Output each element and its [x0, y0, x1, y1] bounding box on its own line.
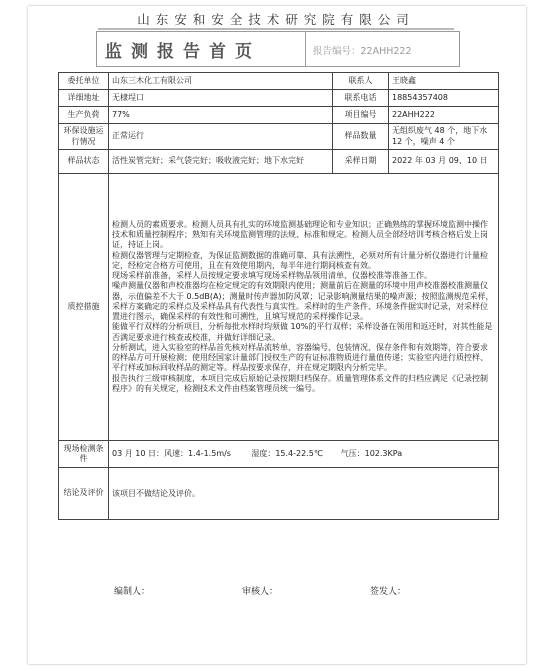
title-divider	[305, 32, 306, 66]
client-label: 委托单位	[59, 73, 109, 90]
sample-qty-value: 无组织废气 48 个，地下水 12 个，噪声 4 个	[389, 124, 499, 150]
qc-content	[109, 174, 499, 441]
table-row	[59, 150, 499, 174]
sample-state-value: 活性炭管完好；采气袋完好；吸收液完好；地下水完好	[109, 150, 333, 174]
report-number-label: 报告编号：	[313, 46, 361, 57]
load-label: 生产负荷	[59, 107, 109, 124]
qc-paragraph: 能做平行双样的分析项目，分析每批水样时均须做 10%的平行双样；采样设备在领用和返还时，对其性能是否满足要求进行核查或校准，并做好详细记录。	[112, 322, 493, 342]
address-label: 详细地址	[59, 90, 109, 107]
table-row	[59, 90, 499, 107]
address-value: 无棣埕口	[109, 90, 333, 107]
compiler-signature: 编制人：	[114, 587, 151, 597]
project-no-label: 项目编号	[333, 107, 389, 124]
qc-paragraph: 现场采样前准备，采样人员按规定要求填写现场采样物品领用清单、仪器校准等准备工作。	[112, 271, 432, 281]
env-facility-value: 正常运行	[109, 124, 333, 150]
contact-value: 王晓鑫	[389, 73, 499, 90]
field-condition-value: 03 月 10 日：风速：1.4-1.5m/s 湿度：15.4-22.5℃ 气压：102.3KPa	[109, 441, 499, 468]
issuer-signature: 签发人：	[370, 587, 407, 597]
client-value: 山东三木化工有限公司	[109, 73, 333, 90]
project-no-value: 22AHH222	[389, 107, 499, 124]
phone-label: 联系电话	[333, 90, 389, 107]
sample-state-label: 样品状态	[59, 150, 109, 174]
conclusion-label: 结论及评价	[59, 468, 109, 520]
table-row	[59, 174, 499, 441]
reviewer-signature: 审核人：	[242, 587, 279, 597]
title-box	[96, 31, 460, 67]
contact-label: 联系人	[333, 73, 389, 90]
table-row	[59, 124, 499, 150]
field-condition-label: 现场检测条件	[59, 441, 109, 468]
qc-paragraph: 报告执行三级审核制度，本项目完成后原始记录按期归档保存。质量管理体系文件的归档应满足《记录控制程序》的有关规定，检测技术文件由档案管理员统一编号。	[112, 373, 488, 393]
report-number	[313, 43, 412, 57]
qc-paragraph: 噪声测量仪器和声校准器均在检定规定的有效期限内使用；测量前后在测量的环境中用声校准器校准测量仪器，示值偏差不大于 0.5dB(A)；测量时传声器加防风罩；记录影响测量结果的噪声源；按照监测规范采样，采样方案确定的采样点及采样品具有代表性与真实性。采样时的生产条件、环境条件据实时记录，对采样位置进行图示，确保采样的有效性和可溯性，且填写规范的采样操作记录。	[112, 281, 494, 322]
company-name: 山东安和安全技术研究院有限公司	[98, 10, 454, 30]
qc-label: 质控措施	[59, 174, 109, 441]
table-row	[59, 441, 499, 468]
report-number-value: 22AHH222	[360, 46, 412, 57]
conclusion-value: 该项目不做结论及评价。	[109, 468, 499, 520]
sample-date-value: 2022 年 03 月 09、10 日	[389, 150, 499, 174]
table-row	[59, 73, 499, 90]
phone-value: 18854357408	[389, 90, 499, 107]
report-title: 监测报告首页	[105, 42, 261, 62]
qc-paragraph: 分析测试，进入实验室的样品首先核对样品流转单、容器编号、包装情况、保存条件和有效期等，符合要求的样品方可开展检测；使用经国家计量部门授权生产的有证标准物质进行量值传递；实验室内进行质控样、平行样或加标回收样品的测定等。样品按要求保存，并在规定期限内分析完毕。	[112, 342, 488, 373]
table-row	[59, 468, 499, 520]
table-row	[59, 107, 499, 124]
env-facility-label: 环保设施运行情况	[59, 124, 109, 150]
load-value: 77%	[109, 107, 333, 124]
qc-paragraph: 检测仪器管理与定期检查，为保证监测数据的准确可靠、具有法溯性，必须对所有计量分析仪器进行计量检定，经检定合格方可使用，且在有效使用期内，每半年进行期间核查有效。	[112, 250, 488, 270]
sample-date-label: 采样日期	[333, 150, 389, 174]
qc-paragraph: 检测人员的素质要求。检测人员具有扎实的环境监测基础理论和专业知识；正确熟练的掌握环境监测中操作技术和质量控制程序；熟知有关环境监测管理的法规、标准和规定。检测人员全部经培训考核合格后发上岗证，持证上岗。	[112, 220, 488, 250]
report-table	[58, 72, 499, 520]
sample-qty-label: 样品数量	[333, 124, 389, 150]
report-page	[28, 6, 526, 664]
